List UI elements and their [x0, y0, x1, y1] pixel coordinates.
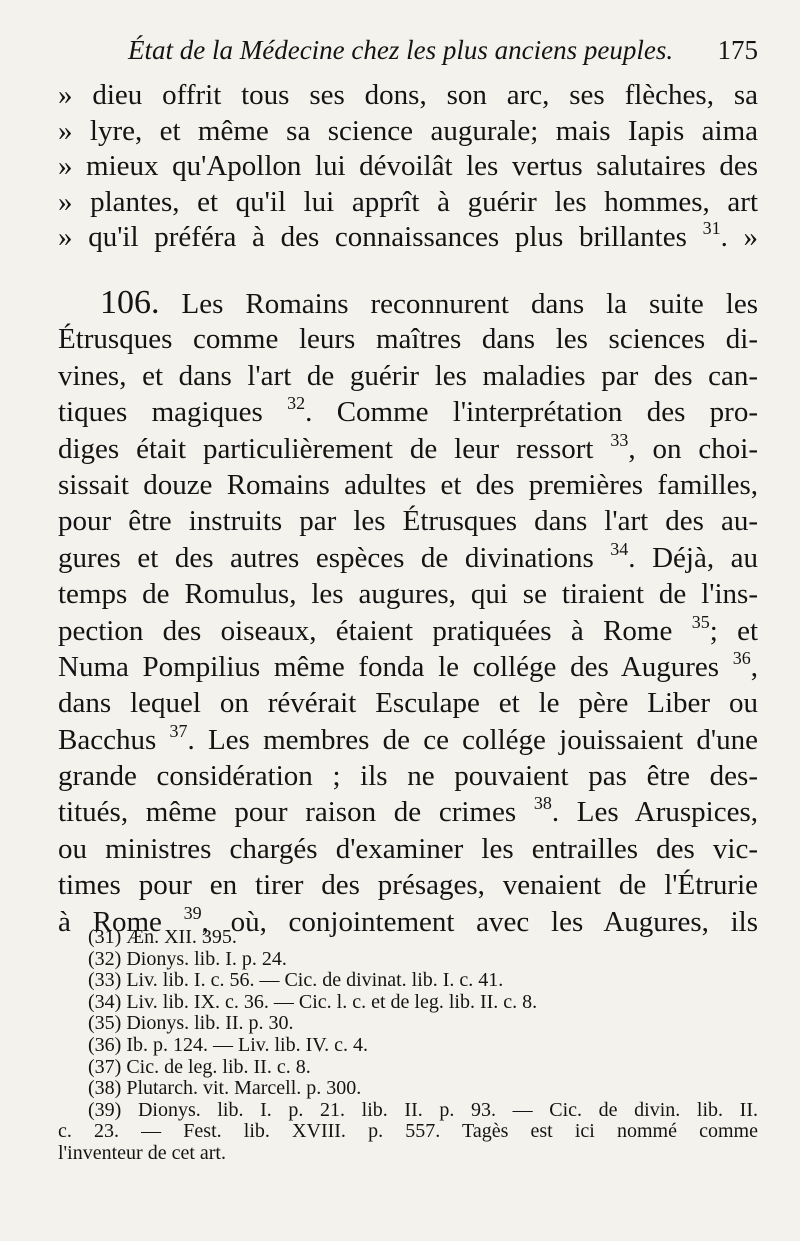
body-text: gures et des autres espèces de divinations: [58, 541, 594, 574]
body-text: Les Romains reconnurent dans la suite les: [181, 288, 759, 320]
running-title: État de la Médecine chez les plus anciens peuples.: [128, 35, 674, 65]
body-text: . Comme l'interprétation des pro-: [305, 396, 759, 429]
footnote: (34) Liv. lib. IX. c. 36. — Cic. l. c. et de leg. lib. II. c. 8.: [88, 990, 538, 1013]
paragraph-106: [58, 285, 758, 940]
body-text: à Rome: [58, 905, 162, 938]
body-line: [58, 722, 758, 758]
quote-text: » qu'il préféra à des connaissances plus brillantes: [58, 221, 687, 253]
body-line: Étrusques comme leurs maîtres dans les sciences di-: [58, 323, 758, 356]
footnote-ref: 31: [702, 218, 721, 238]
paragraph-number: 106.: [100, 284, 160, 321]
footnote-continuation: c. 23. — Fest. lib. XVIII. p. 557. Tagès est ici nommé comme: [58, 1120, 758, 1143]
footnote: (35) Dionys. lib. II. p. 30.: [88, 1012, 294, 1035]
footnotes: [58, 927, 758, 1165]
body-line: [58, 794, 758, 830]
footnote-ref: 38: [533, 793, 552, 814]
body-line: [58, 649, 758, 685]
body-line: vines, et dans l'art de guérir les maladies par des can-: [58, 359, 758, 392]
footnote-continuation: l'inventeur de cet art.: [58, 1141, 226, 1164]
body-text: ; et: [709, 614, 759, 647]
body-text: . Les Aruspices,: [551, 796, 759, 829]
quote-line: » dieu offrit tous ses dons, son arc, ses flèches, sa: [58, 79, 758, 111]
body-text: pection des oiseaux, étaient pratiquées à Rome: [58, 614, 673, 647]
quote-line: » lyre, et même sa science augurale; mais Iapis aima: [58, 114, 758, 147]
body-line: [58, 285, 758, 321]
footnote-ref: 33: [610, 429, 629, 450]
footnote: (39) Dionys. lib. I. p. 21. lib. II. p. 93. — Cic. de divin. lib. II.: [88, 1098, 758, 1121]
footnote: (33) Liv. lib. I. c. 56. — Cic. de divinat. lib. I. c. 41.: [88, 969, 504, 992]
footnote: (36) Ib. p. 124. — Liv. lib. IV. c. 4.: [88, 1033, 368, 1056]
body-line: [58, 431, 758, 467]
footnote: (38) Plutarch. vit. Marcell. p. 300.: [88, 1077, 362, 1100]
body-line: pour être instruits par les Étrusques dans l'art des au-: [58, 505, 758, 538]
body-text: ,: [750, 650, 758, 683]
body-text: tiques magiques: [58, 396, 263, 429]
quotation-block: [58, 78, 758, 256]
body-text: titués, même pour raison de crimes: [58, 796, 517, 829]
running-header: [128, 30, 758, 70]
body-line: sissait douze Romains adultes et des premières familles,: [58, 468, 758, 501]
footnote-ref: 32: [287, 393, 306, 414]
footnote: (37) Cic. de leg. lib. II. c. 8.: [88, 1055, 311, 1078]
body-text: . Les membres de ce collége jouissaient d'une: [187, 723, 759, 756]
body-text: , où, conjointement avec les Augures, ils: [201, 905, 758, 938]
body-text: . Déjà, au: [628, 541, 758, 574]
footnote-ref: 35: [691, 611, 710, 632]
body-line: [58, 540, 758, 576]
body-text: diges était particulièrement de leur ressort: [58, 432, 594, 465]
body-line: times pour en tirer des présages, venaient de l'Étrurie: [58, 869, 758, 902]
footnote-ref: 39: [183, 902, 202, 923]
footnote: (31) Æn. XII. 395.: [88, 926, 237, 948]
footnote-ref: 37: [169, 720, 188, 741]
body-line: grande considération ; ils ne pouvaient pas être des-: [58, 760, 758, 793]
body-line: [58, 613, 758, 649]
body-text: Numa Pompilius même fonda le collége des Augures: [58, 650, 720, 683]
body-text: Bacchus: [58, 723, 157, 756]
body-line: ou ministres chargés d'examiner les entrailles des vic-: [58, 832, 758, 865]
page-number: 175: [717, 35, 758, 65]
quote-line: » plantes, et qu'il lui apprît à guérir les hommes, art: [58, 185, 758, 218]
body-line: [58, 394, 758, 430]
body-line: dans lequel on révérait Esculape et le père Liber ou: [58, 687, 758, 720]
footnote-ref: 36: [732, 647, 751, 668]
footnote-ref: 34: [610, 538, 629, 559]
quote-text: . »: [720, 221, 759, 253]
footnote: (32) Dionys. lib. I. p. 24.: [88, 947, 287, 970]
body-line: temps de Romulus, les augures, qui se tiraient de l'ins-: [58, 578, 758, 611]
quote-line: » mieux qu'Apollon lui dévoilât les vertus salutaires des: [58, 150, 758, 182]
body-text: , on choi-: [628, 432, 758, 465]
quote-line: [58, 220, 758, 256]
